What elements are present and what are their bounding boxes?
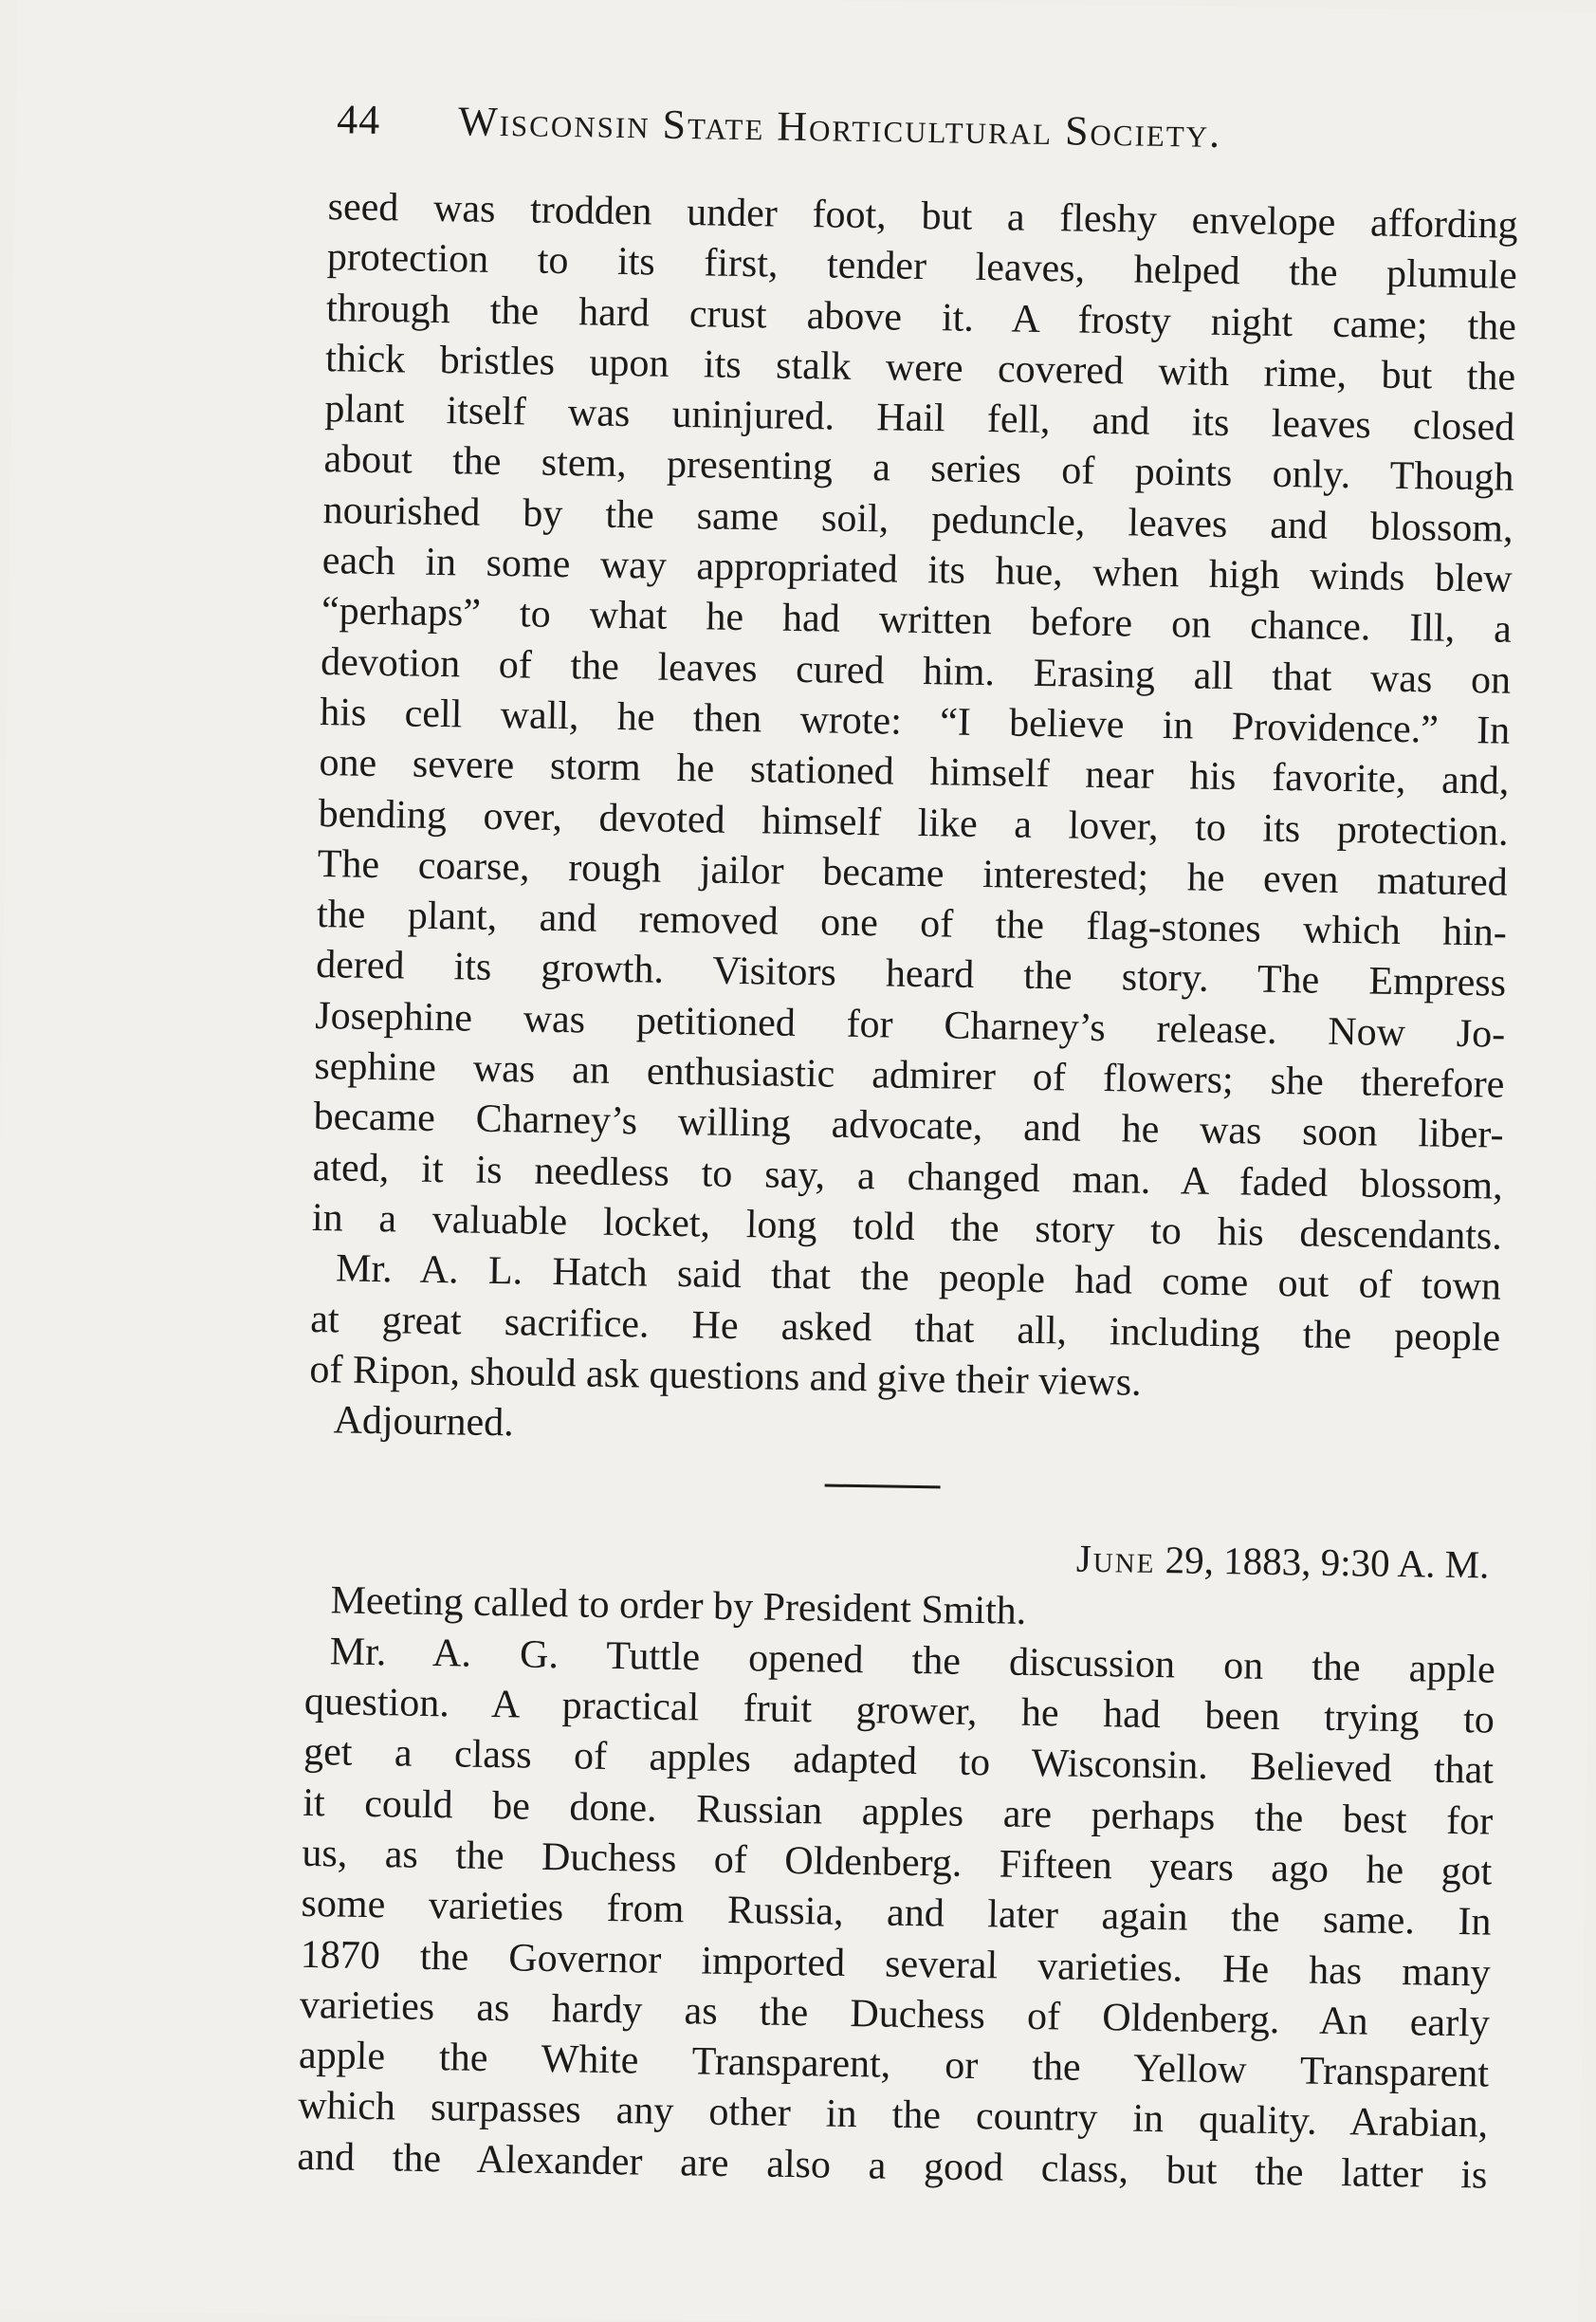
page-number: 44 bbox=[336, 96, 381, 143]
page-body bbox=[297, 182, 1518, 2201]
text-line: us, as the Duchess of Oldenberg. Fifteen years ago he got bbox=[302, 1831, 1493, 1894]
text-line: “perhaps” to what he had written before on chance. Ill, a bbox=[321, 589, 1513, 653]
text-line: it could be done. Russian apples are perhaps the best for bbox=[302, 1780, 1494, 1844]
text-line: question. A practical fruit grower, he had been trying to bbox=[303, 1679, 1495, 1742]
text-line: nourished by the same soil, peduncle, leaves and blossom, bbox=[322, 488, 1513, 551]
text-line: in a valuable locket, long told the story to his descendants. bbox=[311, 1195, 1503, 1259]
text-line: thick bristles upon its stalk were covered with rime, but the bbox=[324, 336, 1516, 399]
text-line: at great sacrifice. He asked that all, including the people bbox=[309, 1297, 1501, 1360]
text-line: about the stem, presenting a series of points only. Though bbox=[323, 437, 1514, 501]
dateline-rest: 29, 1883, 9:30 A. M. bbox=[1165, 1538, 1490, 1587]
text-line: through the hard crust above it. A frosty night came; the bbox=[325, 286, 1517, 349]
text-line: each in some way appropriated its hue, when high winds blew bbox=[321, 539, 1513, 601]
page-header bbox=[336, 95, 1380, 177]
text-line: Mr. A. L. Hatch said that the people had come out of town bbox=[335, 1246, 1502, 1309]
charney-story-paragraph bbox=[312, 182, 1518, 1262]
text-line: and the Alexander are also a good class, but the latter is bbox=[297, 2134, 1488, 2198]
text-line: seed was trodden under foot, but a fleshy envelope affording bbox=[327, 185, 1518, 248]
text-line: Mr. A. G. Tuttle opened the discussion on the apple bbox=[329, 1630, 1496, 1692]
text-line: his cell wall, he then wrote: “I believe in Providence.” In bbox=[320, 691, 1511, 753]
dateline-month: June bbox=[1075, 1537, 1156, 1582]
text-line: protection to its first, tender leaves, helped the plumule bbox=[326, 235, 1518, 299]
text-line: sephine was an enthusiastic admirer of flowers; she therefore bbox=[314, 1044, 1505, 1107]
text-line: get a class of apples adapted to Wisconsin. Believed that bbox=[303, 1730, 1495, 1793]
text-line: 1870 the Governor imported several varieties. He has many bbox=[300, 1932, 1492, 1996]
text-line: The coarse, rough jailor became interested; he even matured bbox=[317, 841, 1509, 905]
text-line: of Ripon, should ask questions and give their views. bbox=[309, 1347, 1142, 1405]
hatch-paragraph bbox=[309, 1244, 1501, 1414]
text-line: varieties as hardy as the Duchess of Oldenberg. An early bbox=[299, 1982, 1491, 2046]
adjourned-line: Adjourned. bbox=[333, 1398, 515, 1446]
text-line: bending over, devoted himself like a lover, to its protection. bbox=[318, 791, 1509, 855]
text-line: devotion of the leaves cured him. Erasing all that was on bbox=[320, 639, 1512, 703]
text-line: plant itself was uninjured. Hail fell, and its leaves closed bbox=[324, 387, 1515, 450]
section-divider bbox=[825, 1484, 941, 1489]
running-head: Wisconsin State Horticultural Society. bbox=[457, 98, 1222, 157]
text-line: ated, it is needless to say, a changed man. A faded blossom, bbox=[312, 1145, 1504, 1208]
called-to-order-line: Meeting called to order by President Smith. bbox=[330, 1578, 1027, 1634]
text-line: which surpasses any other in the country in quality. Arabian, bbox=[297, 2084, 1489, 2147]
text-line: one severe storm he stationed himself near his favorite, and, bbox=[319, 741, 1510, 804]
tuttle-paragraph bbox=[297, 1627, 1495, 2202]
text-line: some varieties from Russia, and later again the same. In bbox=[301, 1882, 1492, 1944]
text-line: became Charney’s willing advocate, and he was soon liber- bbox=[313, 1095, 1504, 1158]
text-line: apple the White Transparent, or the Yellow Transparent bbox=[298, 2033, 1490, 2096]
text-line: the plant, and removed one of the flag-stones which hin- bbox=[316, 893, 1508, 955]
text-line: dered its growth. Visitors heard the story. The Empress bbox=[315, 943, 1507, 1006]
text-line: Josephine was petitioned for Charney’s release. Now Jo- bbox=[314, 993, 1506, 1057]
